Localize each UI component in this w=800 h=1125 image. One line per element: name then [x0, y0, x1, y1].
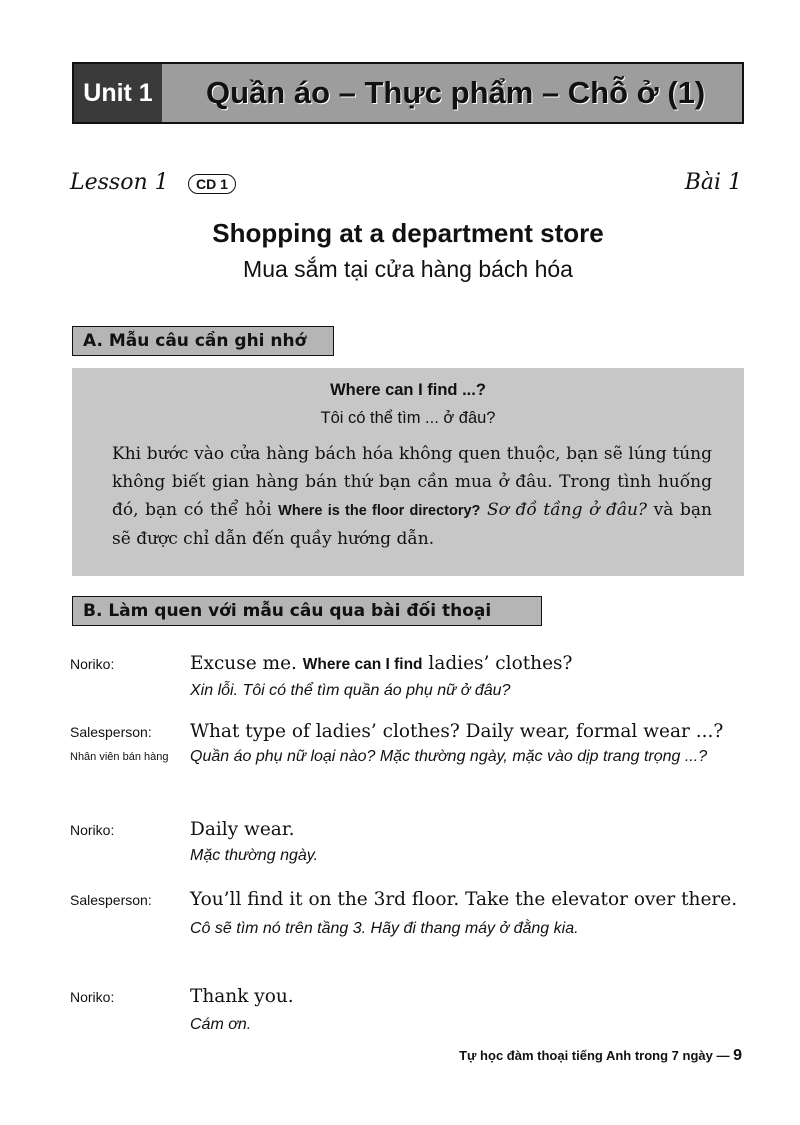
lesson-label: Lesson 1 — [70, 170, 169, 195]
pattern-explanation — [112, 440, 712, 553]
dialogue-vn: Quần áo phụ nữ loại nào? Mặc thường ngày, mặc vào dịp trang trọng ...? — [190, 748, 708, 765]
bai-label: Bài 1 — [684, 170, 742, 195]
pattern-box — [72, 368, 744, 576]
en-post: ladies’ clothes? — [422, 653, 573, 674]
speaker: Salesperson: — [70, 724, 152, 740]
para-text-2: và bạn sẽ được chỉ dẫn đến quầy hướng dẫn. — [112, 500, 712, 549]
para-bold: Where is the floor directory? — [278, 503, 481, 519]
page-footer — [459, 1047, 742, 1065]
section-a-header: A. Mẫu câu cần ghi nhớ — [72, 326, 334, 356]
dialogue-vn: Mặc thường ngày. — [190, 847, 319, 864]
dialogue-en: You’ll find it on the 3rd floor. Take the elevator over there. — [190, 889, 738, 910]
dialogue-en — [190, 652, 760, 677]
pattern-en: Where can I find ...? — [330, 381, 486, 399]
lesson-subtitle: Mua sắm tại cửa hàng bách hóa — [243, 256, 573, 282]
dialogue-vn: Cô sẽ tìm nó trên tầng 3. Hãy đi thang máy ở đằng kia. — [190, 920, 579, 937]
dialogue-vn: Cám ơn. — [190, 1016, 252, 1033]
cd-badge: CD 1 — [188, 174, 236, 194]
speaker: Salesperson: — [70, 892, 152, 908]
dialogue-en: Daily wear. — [190, 819, 295, 840]
unit-label: Unit 1 — [74, 64, 162, 122]
speaker-vn: Nhân viên bán hàng — [70, 751, 169, 763]
en-pre: Excuse me. — [190, 653, 303, 674]
footer-book-title: Tự học đàm thoại tiếng Anh trong 7 ngày — — [459, 1048, 734, 1063]
pattern-vn: Tôi có thể tìm ... ở đâu? — [320, 409, 496, 427]
dialogue-vn: Xin lỗi. Tôi có thể tìm quần áo phụ nữ ở đâu? — [190, 682, 511, 699]
para-text-1: Khi bước vào cửa hàng bách hóa không quen thuộc, bạn sẽ lúng túng không biết gian hàng bán thứ bạn cần mua ở đâu. Trong tình huống đó, bạn có thể hỏi — [112, 444, 712, 520]
speaker: Noriko: — [70, 656, 115, 672]
para-italic: Sơ đồ tầng ở đâu? — [480, 500, 648, 520]
dialogue-en: What type of ladies’ clothes? Daily wear, formal wear ...? — [190, 721, 724, 742]
dialogue-en: Thank you. — [190, 986, 294, 1007]
speaker: Noriko: — [70, 822, 115, 838]
lesson-title: Shopping at a department store — [212, 218, 604, 248]
section-b-header: B. Làm quen với mẫu câu qua bài đối thoại — [72, 596, 542, 626]
en-bold: Where can I find — [302, 656, 423, 673]
lesson-row — [70, 170, 742, 200]
page-number: 9 — [733, 1047, 742, 1064]
unit-header — [72, 62, 744, 124]
unit-title: Quần áo – Thực phẩm – Chỗ ở (1) — [162, 64, 742, 122]
speaker: Noriko: — [70, 989, 115, 1005]
